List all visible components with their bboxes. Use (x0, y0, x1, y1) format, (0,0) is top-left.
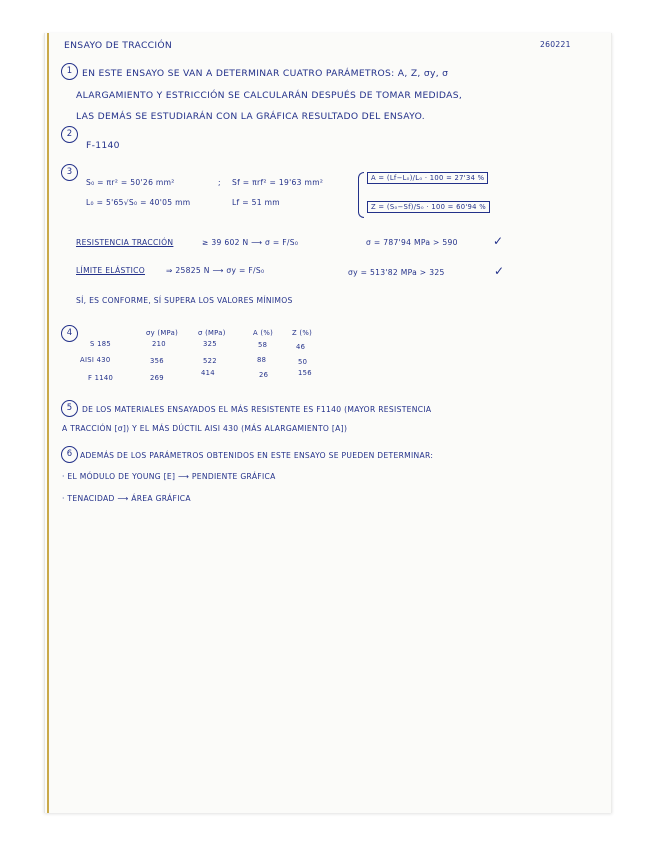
section-6-line-1: ADEMÁS DE LOS PARÁMETROS OBTENIDOS EN ESTE ENSAYO SE PUEDEN DETERMINAR: (80, 451, 434, 460)
table-row-name: S 185 (90, 340, 111, 348)
section-4-number: 4 (61, 325, 78, 342)
tensile-strength-result: σ = 787'94 MPa > 590 (366, 238, 458, 247)
section-5-line-2: A TRACCIÓN [σ]) Y EL MÁS DÚCTIL AISI 430 (MÁS ALARGAMIENTO [A]) (62, 424, 348, 433)
final-length-value: Lf = 51 mm (232, 198, 280, 207)
table-row-name: F 1140 (88, 374, 114, 382)
table-row-name: AISI 430 (80, 356, 111, 364)
table-cell: 522 (203, 357, 217, 365)
table-cell: 269 (150, 374, 164, 382)
section-1-line-1: EN ESTE ENSAYO SE VAN A DETERMINAR CUATRO PARÁMETROS: A, Z, σy, σ (82, 68, 449, 79)
section-2-material: F-1140 (86, 140, 120, 151)
section-1-number: 1 (61, 63, 78, 80)
section-5-number: 5 (61, 400, 78, 417)
initial-area-formula: S₀ = πr² = 50'26 mm² (86, 178, 175, 187)
formula-separator: ; (218, 178, 221, 187)
tensile-strength-force: ≥ 39 602 N ⟶ σ = F/S₀ (202, 238, 299, 247)
section-1-line-2: ALARGAMIENTO Y ESTRICCIÓN SE CALCULARÁN DESPUÉS DE TOMAR MEDIDAS, (76, 90, 463, 101)
section-3-number: 3 (61, 164, 78, 181)
check-icon: ✓ (493, 234, 504, 248)
conformity-statement: SÍ, ES CONFORME, SÍ SUPERA LOS VALORES MÍNIMOS (76, 296, 293, 305)
check-icon: ✓ (494, 264, 505, 278)
yield-strength-result: σy = 513'82 MPa > 325 (348, 268, 445, 277)
final-area-formula: Sf = πrf² = 19'63 mm² (232, 178, 324, 187)
initial-length-formula: L₀ = 5'65√S₀ = 40'05 mm (86, 198, 191, 207)
table-header-elongation: A (%) (253, 329, 274, 337)
reduction-area-formula-box: Z = (S₀−Sf)/S₀ · 100 = 60'94 % (367, 201, 490, 213)
table-cell: 88 (257, 356, 267, 364)
page-margin-line (47, 33, 49, 813)
table-cell: 356 (150, 357, 164, 365)
section-5-line-1: DE LOS MATERIALES ENSAYADOS EL MÁS RESISTENTE ES F1140 (MAYOR RESISTENCIA (82, 405, 432, 414)
table-cell: 58 (258, 341, 268, 349)
section-6-toughness: · TENACIDAD ⟶ ÁREA GRÁFICA (62, 494, 191, 503)
table-cell: 26 (259, 371, 269, 379)
table-cell: 325 (203, 340, 217, 348)
table-header-yield: σy (MPa) (146, 329, 179, 337)
table-cell: 210 (152, 340, 166, 348)
table-header-strength: σ (MPa) (198, 329, 226, 337)
table-header-reduction: Z (%) (292, 329, 313, 337)
notebook-page (44, 33, 612, 813)
section-2-number: 2 (61, 126, 78, 143)
section-1-line-3: LAS DEMÁS SE ESTUDIARÁN CON LA GRÁFICA RESULTADO DEL ENSAYO. (76, 111, 425, 122)
table-cell: 156 (298, 369, 312, 377)
page-title: ENSAYO DE TRACCIÓN (64, 40, 173, 51)
table-cell: 414 (201, 369, 215, 377)
tensile-strength-label: RESISTENCIA TRACCIÓN (76, 238, 174, 247)
elongation-formula-box: A = (Lf−L₀)/L₀ · 100 = 27'34 % (367, 172, 488, 184)
results-bracket (358, 172, 364, 218)
table-cell: 50 (298, 358, 308, 366)
yield-strength-label: LÍMITE ELÁSTICO (76, 266, 145, 275)
section-6-young-modulus: · EL MÓDULO DE YOUNG [E] ⟶ PENDIENTE GRÁFICA (62, 472, 276, 481)
section-6-number: 6 (61, 446, 78, 463)
table-cell: 46 (296, 343, 306, 351)
page-date: 260221 (540, 40, 571, 49)
yield-strength-force: ⇒ 25825 N ⟶ σy = F/S₀ (166, 266, 265, 275)
